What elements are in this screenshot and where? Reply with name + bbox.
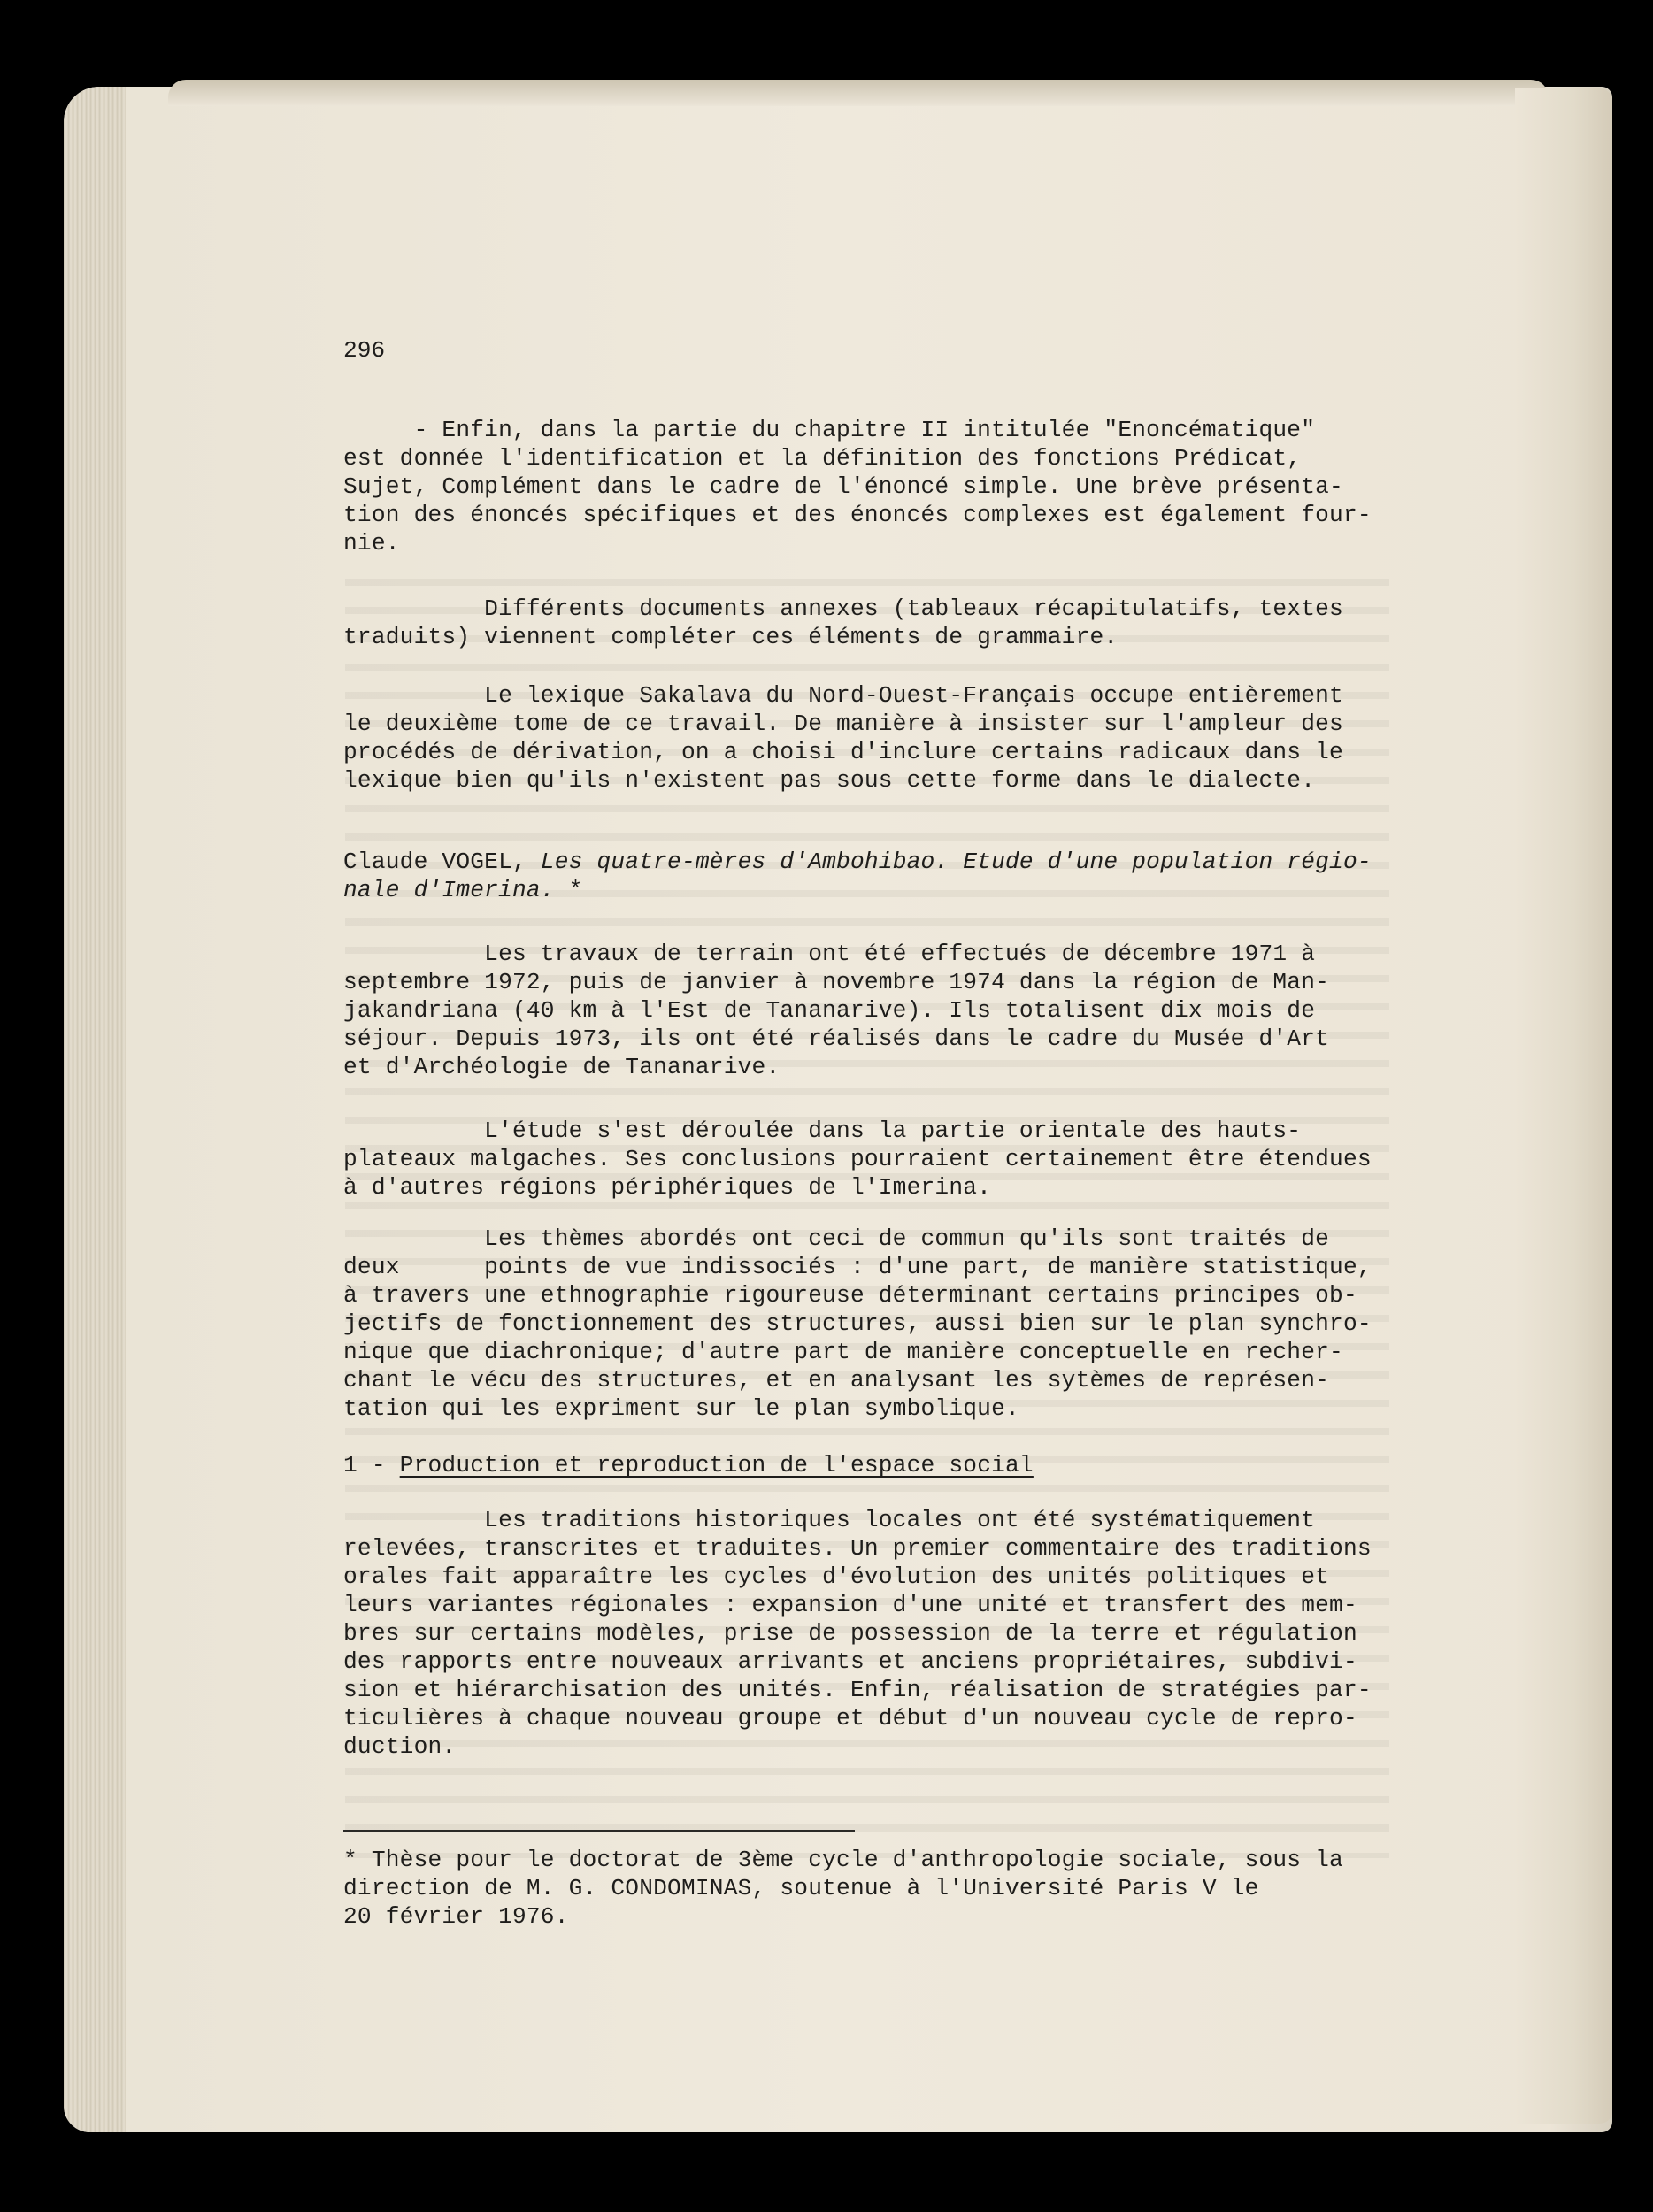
text-line: orales fait apparaître les cycles d'évolution des unités politiques et — [343, 1563, 1330, 1590]
text-line: traduits) viennent compléter ces éléments de grammaire. — [343, 624, 1119, 650]
text-line: des rapports entre nouveaux arrivants et anciens propriétaires, subdivi- — [343, 1648, 1357, 1675]
paragraph-enoncematique — [343, 416, 1388, 557]
text-line: chant le vécu des structures, et en analysant les sytèmes de représen- — [343, 1367, 1330, 1394]
footnote — [343, 1846, 1388, 1931]
text-line: Différents documents annexes (tableaux récapitulatifs, textes — [343, 595, 1343, 622]
text-line: tation qui les expriment sur le plan symbolique. — [343, 1395, 1019, 1422]
text-line: - Enfin, dans la partie du chapitre II intitulée "Enoncématique" — [343, 417, 1316, 443]
text-line: L'étude s'est déroulée dans la partie orientale des hauts- — [343, 1118, 1302, 1144]
citation-vogel — [343, 848, 1388, 904]
text-line: nique que diachronique; d'autre part de manière conceptuelle en recher- — [343, 1339, 1343, 1365]
paragraph-etude — [343, 1117, 1388, 1202]
text-line: à d'autres régions périphériques de l'Imerina. — [343, 1174, 992, 1201]
text-line: Les traditions historiques locales ont été systématiquement — [343, 1507, 1316, 1533]
text-line: bres sur certains modèles, prise de possession de la terre et régulation — [343, 1620, 1357, 1647]
text-line: est donnée l'identification et la définition des fonctions Prédicat, — [343, 445, 1302, 472]
text-line: le deuxième tome de ce travail. De manière à insister sur l'ampleur des — [343, 710, 1343, 737]
section-number: 1 - — [343, 1452, 400, 1479]
text-line: septembre 1972, puis de janvier à novembre 1974 dans la région de Man- — [343, 969, 1330, 995]
citation-line-2 — [343, 876, 1388, 904]
text-line: duction. — [343, 1733, 457, 1760]
text-line: plateaux malgaches. Ses conclusions pourraient certainement être étendues — [343, 1146, 1372, 1172]
page-right-edge — [1515, 88, 1612, 2124]
section-heading — [343, 1451, 1388, 1479]
footnote-separator — [343, 1830, 855, 1832]
text-line: relevées, transcrites et traduites. Un premier commentaire des traditions — [343, 1535, 1372, 1562]
citation-line-1 — [343, 848, 1388, 876]
text-line: deux points de vue indissociés : d'une part, de manière statistique, — [343, 1254, 1372, 1280]
page-stack-left-edge — [64, 87, 126, 2132]
text-line: nie. — [343, 530, 400, 557]
paragraph-terrain — [343, 940, 1388, 1081]
paragraph-lexique — [343, 681, 1388, 795]
text-line: à travers une ethnographie rigoureuse déterminant certains principes ob- — [343, 1282, 1357, 1309]
text-line: procédés de dérivation, on a choisi d'inclure certains radicaux dans le — [343, 739, 1343, 765]
paragraph-traditions — [343, 1506, 1388, 1761]
page-top-edge — [168, 80, 1549, 106]
text-line: ticulières à chaque nouveau groupe et début d'un nouveau cycle de repro- — [343, 1705, 1357, 1732]
page-number: 296 — [343, 337, 386, 364]
citation-title: Les quatre-mères d'Ambohibao. Etude d'une population régio- — [540, 849, 1372, 875]
text-line: et d'Archéologie de Tananarive. — [343, 1054, 780, 1080]
citation-author: Claude VOGEL, — [343, 849, 541, 875]
footnote-line: * Thèse pour le doctorat de 3ème cycle d'anthropologie sociale, sous la — [343, 1847, 1343, 1873]
paragraph-annexes — [343, 595, 1388, 651]
text-line: Les thèmes abordés ont ceci de commun qu'ils sont traités de — [343, 1225, 1330, 1252]
text-line: jakandriana (40 km à l'Est de Tananarive). Ils totalisent dix mois de — [343, 997, 1316, 1024]
paragraph-themes — [343, 1225, 1388, 1423]
citation-title-continued: nale d'Imerina. — [343, 877, 555, 903]
text-line: Le lexique Sakalava du Nord-Ouest-Français occupe entièrement — [343, 682, 1343, 709]
text-line: lexique bien qu'ils n'existent pas sous cette forme dans le dialecte. — [343, 767, 1316, 794]
footnote-marker: * — [554, 877, 583, 903]
footnote-line: direction de M. G. CONDOMINAS, soutenue à l'Université Paris V le — [343, 1875, 1259, 1901]
section-title: Production et reproduction de l'espace social — [399, 1452, 1034, 1479]
text-line: Sujet, Complément dans le cadre de l'énoncé simple. Une brève présenta- — [343, 473, 1343, 500]
text-line: Les travaux de terrain ont été effectués de décembre 1971 à — [343, 941, 1316, 967]
footnote-line: 20 février 1976. — [343, 1903, 569, 1930]
text-line: séjour. Depuis 1973, ils ont été réalisés dans le cadre du Musée d'Art — [343, 1025, 1330, 1052]
text-line: jectifs de fonctionnement des structures, aussi bien sur le plan synchro- — [343, 1310, 1372, 1337]
text-line: sion et hiérarchisation des unités. Enfin, réalisation de stratégies par- — [343, 1677, 1372, 1703]
text-line: leurs variantes régionales : expansion d'une unité et transfert des mem- — [343, 1592, 1357, 1618]
text-line: tion des énoncés spécifiques et des énoncés complexes est également four- — [343, 502, 1372, 528]
